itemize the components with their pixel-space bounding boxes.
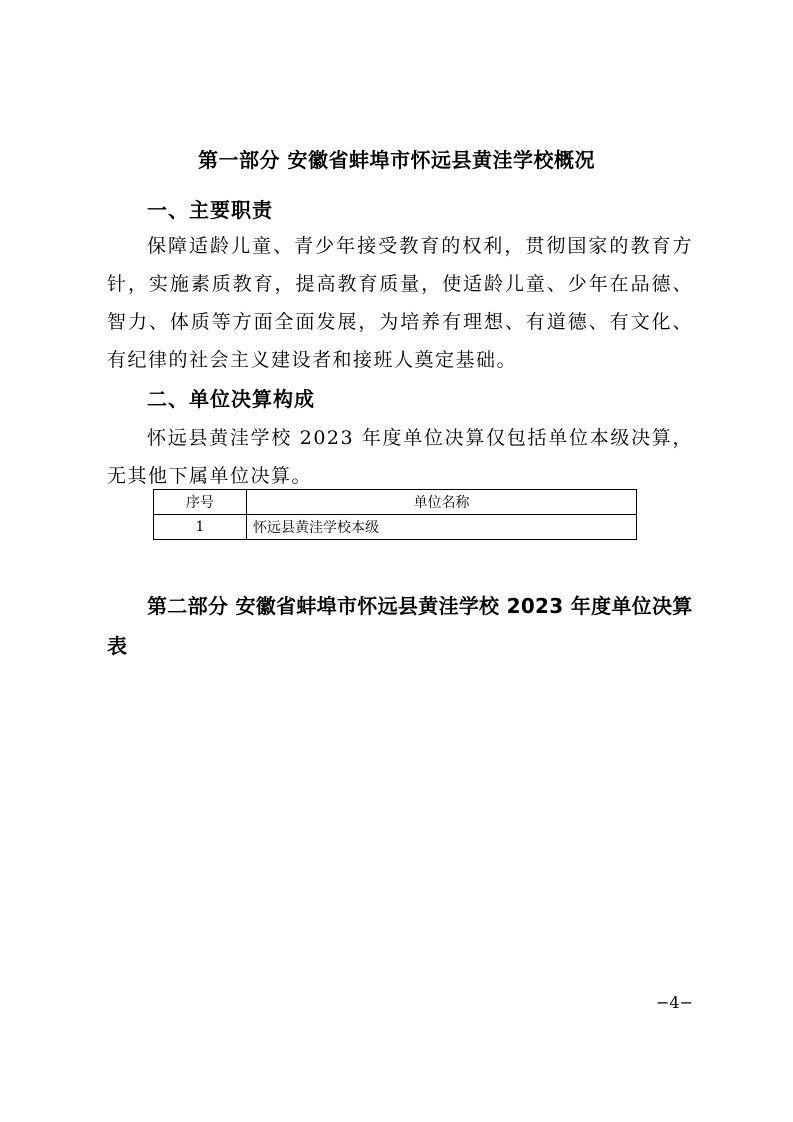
section2-heading: 二、单位决算构成 [147, 387, 315, 411]
table-cell-index: 1 [154, 515, 247, 540]
table-row [154, 515, 637, 540]
units-table [153, 489, 637, 540]
part2-title: 第二部分 安徽省蚌埠市怀远县黄洼学校 2023 年度单位决算表 [107, 594, 693, 658]
column-header-unit-name: 单位名称 [247, 490, 637, 515]
column-header-index: 序号 [154, 490, 247, 515]
section2-paragraph: 怀远县黄洼学校 2023 年度单位决算仅包括单位本级决算，无其他下属单位决算。 [107, 427, 693, 487]
page-number: −4− [656, 993, 693, 1012]
table-cell-unit-name: 怀远县黄洼学校本级 [247, 515, 637, 540]
section1-heading: 一、主要职责 [147, 198, 273, 222]
part1-title: 第一部分 安徽省蚌埠市怀远县黄洼学校概况 [198, 148, 595, 172]
section1-paragraph: 保障适龄儿童、青少年接受教育的权利，贯彻国家的教育方针，实施素质教育，提高教育质量，使适龄儿童、少年在品德、智力、体质等方面全面发展，为培养有理想、有道德、有文化、有纪律的社会主义建设者和接班人奠定基础。 [107, 235, 693, 371]
table-header-row [154, 490, 637, 515]
